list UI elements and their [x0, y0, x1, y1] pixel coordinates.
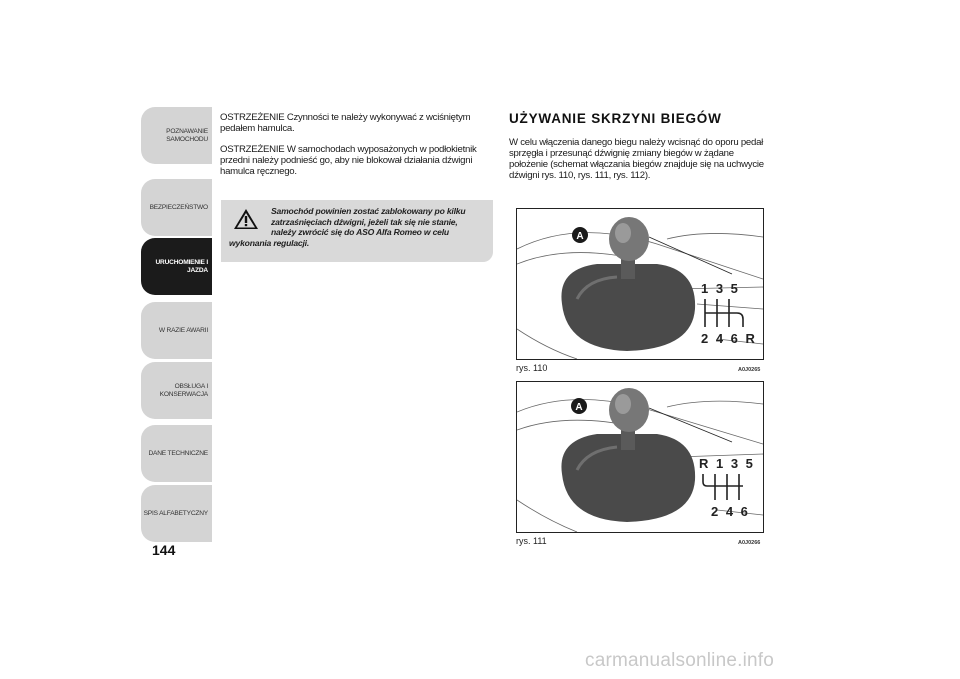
- figure-111-code: A0J0266: [738, 540, 761, 546]
- gear-pattern-top: R 1 3 5: [699, 456, 755, 471]
- warning-line-2: zatrzaśnięciach dźwigni, jeżeli tak się nie stanie,: [271, 216, 458, 227]
- figure-110-caption: rys. 110: [516, 363, 548, 373]
- tab-poznawanie-samochodu[interactable]: POZNAWANIE SAMOCHODU: [141, 107, 212, 164]
- figure-111-caption: rys. 111: [516, 536, 547, 546]
- figure-110-code: A0J0265: [738, 367, 761, 373]
- shift-pattern-icon: [705, 299, 743, 327]
- tab-dane-techniczne[interactable]: DANE TECHNICZNE: [141, 425, 212, 482]
- figure-111: [516, 381, 764, 533]
- gear-pattern-bottom: 2 4 6 R: [701, 331, 757, 346]
- tab-obsluga-i-konserwacja[interactable]: OBSŁUGA I KONSERWACJA: [141, 362, 212, 419]
- warning-line-3: należy zwrócić się do ASO Alfa Romeo w celu: [271, 227, 449, 237]
- shift-pattern-icon: [703, 474, 743, 500]
- tab-bezpieczenstwo[interactable]: BEZPIECZEŃSTWO: [141, 179, 212, 236]
- tab-uruchomienie-i-jazda[interactable]: URUCHOMIENIE I JAZDA: [141, 238, 212, 295]
- section-title: UŻYWANIE SKRZYNI BIEGÓW: [509, 111, 722, 126]
- left-column: [220, 112, 494, 187]
- tab-spis-alfabetyczny[interactable]: SPIS ALFABETYCZNY: [141, 485, 212, 542]
- callout-label-a: A: [576, 231, 584, 242]
- gear-lever-illustration: [517, 382, 763, 532]
- warning-line-1: Samochód powinien zostać zablokowany po kilku: [271, 206, 466, 216]
- callout-label-a: A: [575, 402, 583, 413]
- watermark[interactable]: carmanualsonline.info: [585, 650, 775, 671]
- gear-pattern-top: 1 3 5: [701, 281, 740, 296]
- gear-lever-illustration: [517, 209, 763, 359]
- warning-text: [229, 206, 487, 248]
- page-number: 144: [152, 542, 176, 558]
- warning-paragraph-1: OSTRZEŻENIE Czynności te należy wykonywać z wciśniętym pedałem hamulca.: [220, 112, 471, 134]
- tab-w-razie-awarii[interactable]: W RAZIE AWARII: [141, 302, 212, 359]
- figure-110: [516, 208, 764, 360]
- warning-line-4: wykonania regulacji.: [229, 237, 310, 248]
- gear-pattern-bottom: 2 4 6: [711, 504, 750, 519]
- warning-box: [221, 200, 493, 262]
- right-column-paragraph: W celu włączenia danego biegu należy wcisnąć do oporu pedał sprzęgła i przesunąć dźwignię zmiany biegów w żądane położenie (schemat włączania biegów znajduje się na uchwycie dźwigni rys. 110, rys. 111, rys. 112).: [509, 137, 764, 181]
- warning-paragraph-2: OSTRZEŻENIE W samochodach wyposażonych w podłokietnik przedni należy podnieść go, aby nie blokował działania dźwigni hamulca ręcznego.: [220, 144, 477, 177]
